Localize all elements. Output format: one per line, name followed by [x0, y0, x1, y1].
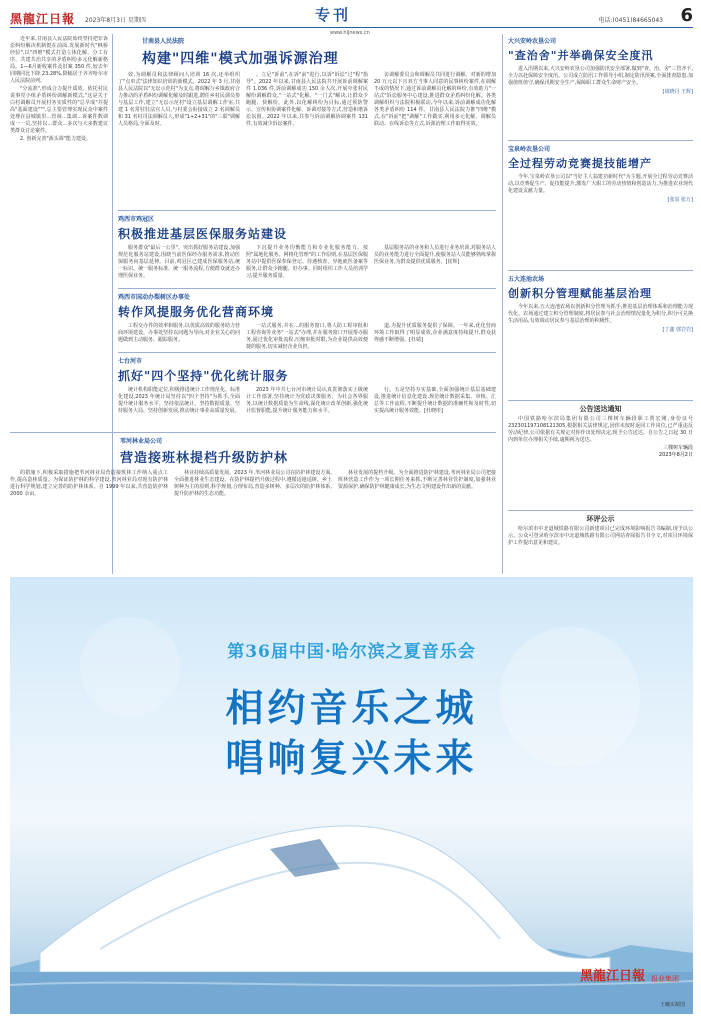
newspaper-group-logo: 黑龍江日報 [579, 969, 645, 984]
article-kicker: 五大连池农场 [508, 276, 545, 283]
paragraph: 哈尔滨市中北道城铁路有限公司新建项目已完成环境影响报告书编制,现予以公示。公众可登录哈尔滨市中北道城铁路有限公司网站查阅报告书全文,对项目环境保护工作提出意见和建议。 [508, 526, 693, 546]
contact-phone: 电话:(0451)84665043 [598, 17, 663, 24]
article-baoquanling [508, 144, 693, 268]
article-jixi-insurance [118, 214, 496, 286]
paragraph: 统计机构职能定位,积极推进统计工作规范化、标准化建设,2023 年统计局坚持以"四个坚持"为抓手,全面提升统计服务水平。坚持依法统计、坚持数据质量、坚持服务大局、坚持创新发展,推动统计事业高质量发展。 [118, 387, 240, 414]
article-headline: 构建"四维"模式加强诉源治理 [142, 51, 339, 67]
section-title: 专刊 [315, 6, 352, 24]
paragraph: 近年来,甘南县人民法院始终坚持把非诉讼纠纷解决机制挺在前面,发展新时代"枫桥经验",以"四维"模式打造立体化解、分工有序、共建共治共享的矛盾纠纷多元化解新格局。1—6月新收案件及旧案 350 件,较去年同期同比下降 23.28%,降幅居于齐齐哈尔市人民法院前列。 [10, 36, 108, 84]
notice-service [508, 404, 693, 508]
newspaper-logo: 黑龍江日報 [10, 12, 76, 26]
newspaper-group-label: 报业集团 [651, 975, 679, 983]
concert-advertisement [10, 577, 693, 1014]
row-rule [508, 510, 693, 511]
ad-credit: 王曦实制图 [659, 1002, 685, 1008]
paragraph: 下沉提升业务均衡能力和专业化服务能力。按照"属地化服务、网格化管理"的工作原则,在基层医保服务站中提供医保参保登记、待遇核查、异地就医备案等服务,让群众少跑腿、好办事。同时组织工作人员培训学习,提升服务质量。 [246, 245, 368, 279]
article-headline: 积极推进基层医保服务站建设 [118, 227, 288, 241]
notice-environmental [508, 514, 693, 574]
article-byline: [丁鑫 郭岩岩] [662, 327, 693, 333]
row-rule [118, 288, 496, 289]
row-rule [508, 400, 693, 401]
paragraph: 工程交办件的效率和服务,以优质高效的服务助力营商环境建设。办事处坚持以问题为导向,对企业关心的问题做到主动服务、跟踪服务。 [118, 323, 240, 343]
article-byline: [胡晓丹 王辉] [662, 89, 693, 95]
article-kicker: 苇河林业局公司 [120, 438, 163, 445]
paragraph: 中国铁路哈尔滨局集团有限公司三棵树车辆段职工贾宏刚,身份证号 232301197108121305,根据相关法律规定,因你未按时返回工作岗位,已严重违反劳动纪律,公司依据有关规定对你作出处理决定,现予公告送达。自公告之日起 30 日内到单位办理相关手续,逾期视为送达。 [508, 416, 693, 443]
article-daxingan [508, 36, 693, 138]
article-byline: [张泉 张万] [667, 197, 693, 203]
article-kicker: 七台河市 [118, 358, 143, 365]
notice-signature: 三棵树车辆段 [662, 445, 693, 451]
notice-title: 公告送达通知 [579, 405, 622, 413]
article-kicker: 甘南县人民法院 [142, 38, 185, 45]
ad-slogan-line2: 唱响复兴未来 [225, 736, 478, 780]
ad-subtitle: 第36届中国·哈尔滨之夏音乐会 [227, 642, 476, 662]
article-kicker: 鸡西市国动办梨树区办事处 [118, 294, 191, 301]
article-kicker: 大兴安岭农垦公司 [508, 38, 557, 45]
paragraph: 一站式服务,并在...的服务窗口,将人防工程审批和工程咨询等业务"一站式"办理,并在服务窗口开展帮办服务,通过优化审批流程,压缩审批时限,为企业提供高效便捷的服务,切实减轻企业负担。 [246, 323, 368, 350]
article-headline: 全过程劳动竞赛提技能增产 [508, 157, 652, 170]
row-rule [508, 270, 693, 271]
paragraph: 2. 创新完善"源头调"能力建设。 [20, 136, 91, 142]
article-weiyuanhe [10, 436, 496, 572]
article-kicker: 鸡西市鸡冠区 [118, 216, 155, 223]
paragraph: 服务群众"最后一公里"。突出抓好服务站建设,加强规范化服务站建设,围绕当前医保经办服务需求,推动医保服务向基层延伸。目前,鸡冠区已建成医保服务站,统一标识、统一服务标准、统一服务流程,方便群众就近办理医保业务。 [118, 245, 240, 279]
row-rule [118, 210, 496, 211]
article-wudalianchi [508, 274, 693, 398]
row-rule [508, 140, 693, 141]
paragraph: 的措施下,积极采取措施把苇河林业局营造接班林工作纳入重点工作,提高造林质量。为保证防护林的科学建设,苇河林业局对现有防护林进行科学规划,建立完善的防护林体系。自 1999 年以来,共营造防护林 2000 余亩。 [10, 470, 168, 497]
article-headline: 转作风提服务优化营商环境 [118, 305, 275, 319]
page-number: 6 [680, 5, 693, 26]
article-headline: 营造接班林提档升级防护林 [120, 451, 289, 466]
column-rule [502, 34, 503, 574]
article-kicker: 宝泉岭农垦公司 [508, 146, 551, 153]
article-qitaihe [118, 356, 496, 430]
masthead [10, 2, 693, 36]
site-url[interactable]: www.hljnews.cn [330, 30, 370, 36]
paragraph: 今年以来,五大连池农场以创新积分管理为抓手,推进基层治理体系和治理能力现代化。农场通过建立积分管理制度,将居民参与社会治理情况量化为积分,积分可兑换生活用品,有效调动居民参与基层治理的积极性。 [508, 304, 693, 324]
article-jixi-business [118, 292, 496, 350]
paragraph: 基层服务站的业务和人员进行业务培训,对服务站人员的业务能力进行全面提升,使服务站人员能够熟练掌握医保业务,为群众提供优质服务。[崔辉] [374, 245, 496, 265]
paragraph: 访调解委员会和调解员共同进行调解。对新的增加 20 万元以下且双方当事人同意的民事纠纷案件,在调解不成的情况下,通过诉前调解员化解的纠纷,有效助力"一站式"诉讼服务中心建设,推进群众矛盾纠纷化解。各类调解组织与法院积极联动,今年以来,诉前调解成功化解各类矛盾纠纷 114 件。甘南县人民法院力推"四维"模式,在"诉前"把"调解"工作做实,利用多元化解、调解员联动、在线诉讼等方式,诉源治理工作取得实效。 [374, 72, 496, 127]
ad-slogan-line1: 相约音乐之城 [225, 686, 478, 730]
article-headline: "查治舍"并举确保安全度汛 [508, 49, 654, 62]
paragraph: 2023 年中共七台河市统计局认真贯彻落实上级统计工作部署,坚持统计为党政决策服务、为社会各界服务,以统计数据质量为生命线,深化统计改革创新,强化统计监督职能,提升统计服务能力和水平。 [246, 387, 368, 414]
row-rule [10, 432, 496, 433]
article-gannan [118, 36, 496, 206]
row-rule [118, 352, 496, 353]
article-headline: 创新积分管理赋能基层治理 [508, 287, 652, 300]
paragraph: 进入汛期以来,大兴安岭农垦公司加强防汛安全部署,做到"查、治、舍"三管齐下,全力以赴保障安全度汛。公司成立防汛工作领导小组,制定防汛预案,全面排查隐患,加强值班值守,确保汛期安全生产,保障职工群众生命财产安全。 [508, 66, 693, 86]
paragraph: 效,为调解员和法律顾问人培训 16 次,还举组织了"点单式"法律知识培训的新模式。2022 年 3 月,甘南县人民法院以"无讼示范村"为支点,将调解与乡镇政府合力推动的矛盾纠纷调解化解及时跟进,聘任乡村民调员参与基层工作,建立"无讼示范村"设立基层调解工作室,共建 1 名常驻驻法官人员,与村委会衔接成立 2 名调解员和 31 名村司法调解员人,形成"1+2+31"的"三联"调解人员格局,全面及时。 [118, 72, 240, 127]
paragraph: "分流准",形成合力提升质效。依托村民说事党小组矛盾纠纷调解新模式,"这是关于白村调解员开展村务实质性的"总早成"并提高"基面建设""",总主要管理实现民众中案件处理在县城镇里...管调...集调...诉案件数调成一一员,坚持以...群众...多次与大多数建议类群众讨论案件。 [10, 86, 108, 134]
notice-date: 2023年8月2日 [658, 452, 693, 458]
paragraph: 。立足"诉前",在诉"前"进行,以诉"诉讼"过"程"指导"。2022 年以来,甘南县人民法院共开展诉前调解案件 1,036 件,诉前调解成功 150 余人次,开展夸张村民解纷调解群众,"一站式"化解、"一门式"解决,让群众少跑腿、快解纷。此外,以化解纠纷为目标,通过预防警示、宣传和协调案件化解、诉调对接等方式,营造和谐诉讼氛围。2022 年以来,共参与诉前调解协调案件 131 件,有效减少诉讼案件。 [246, 72, 368, 127]
notice-title: 环评公示 [586, 515, 615, 523]
paragraph: 道,为提升优质服务提供了保障。一年来,优化营商环境工作取得了明显成效,企业满意度持续提升,群众获得感不断增强。[杜婧] [374, 323, 496, 343]
paragraph: 行。五是坚持夯实基础,全面加强统计基层基础建设,推进统计信息化建设,规范统计数据采集、审核、汇总等工作流程,不断提升统计数据的准确性和及时性,切实提高统计服务效能。[杜晓彤] [374, 387, 496, 414]
article-headline: 抓好"四个坚持"优化统计服务 [118, 369, 289, 383]
paragraph: 林业持续高质量发展。2023 年,苇河林业局公司在防护林建设方面,全面推进林业生态建设。在防护林提档升级过程中,遵循适地适树、乡土树种为主的原则,科学规划,合理布局,营造多树种、多层次的防护林体系,提升防护林的生态功能。 [174, 470, 332, 497]
issue-date: 2023年8月3日 星期四 [85, 17, 146, 24]
paragraph: 今年,宝泉岭农垦公司以"当好主人翁建功新时代"为主题,开展全过程劳动竞赛活动,以竞赛促生产、促技能提升,激发广大职工的劳动热情和创造活力,为推进农业现代化建设贡献力量。 [508, 174, 693, 194]
article-continuation [10, 36, 108, 428]
paragraph: 林业发展的提档升级。为全面推进防护林建设,苇河林业局公司把接班林营造工作作为一项长期任务来抓,不断完善林业管护制度,加强林业资源保护,确保防护林健康成长,为生态文明建设作出新的贡献。 [338, 470, 496, 490]
